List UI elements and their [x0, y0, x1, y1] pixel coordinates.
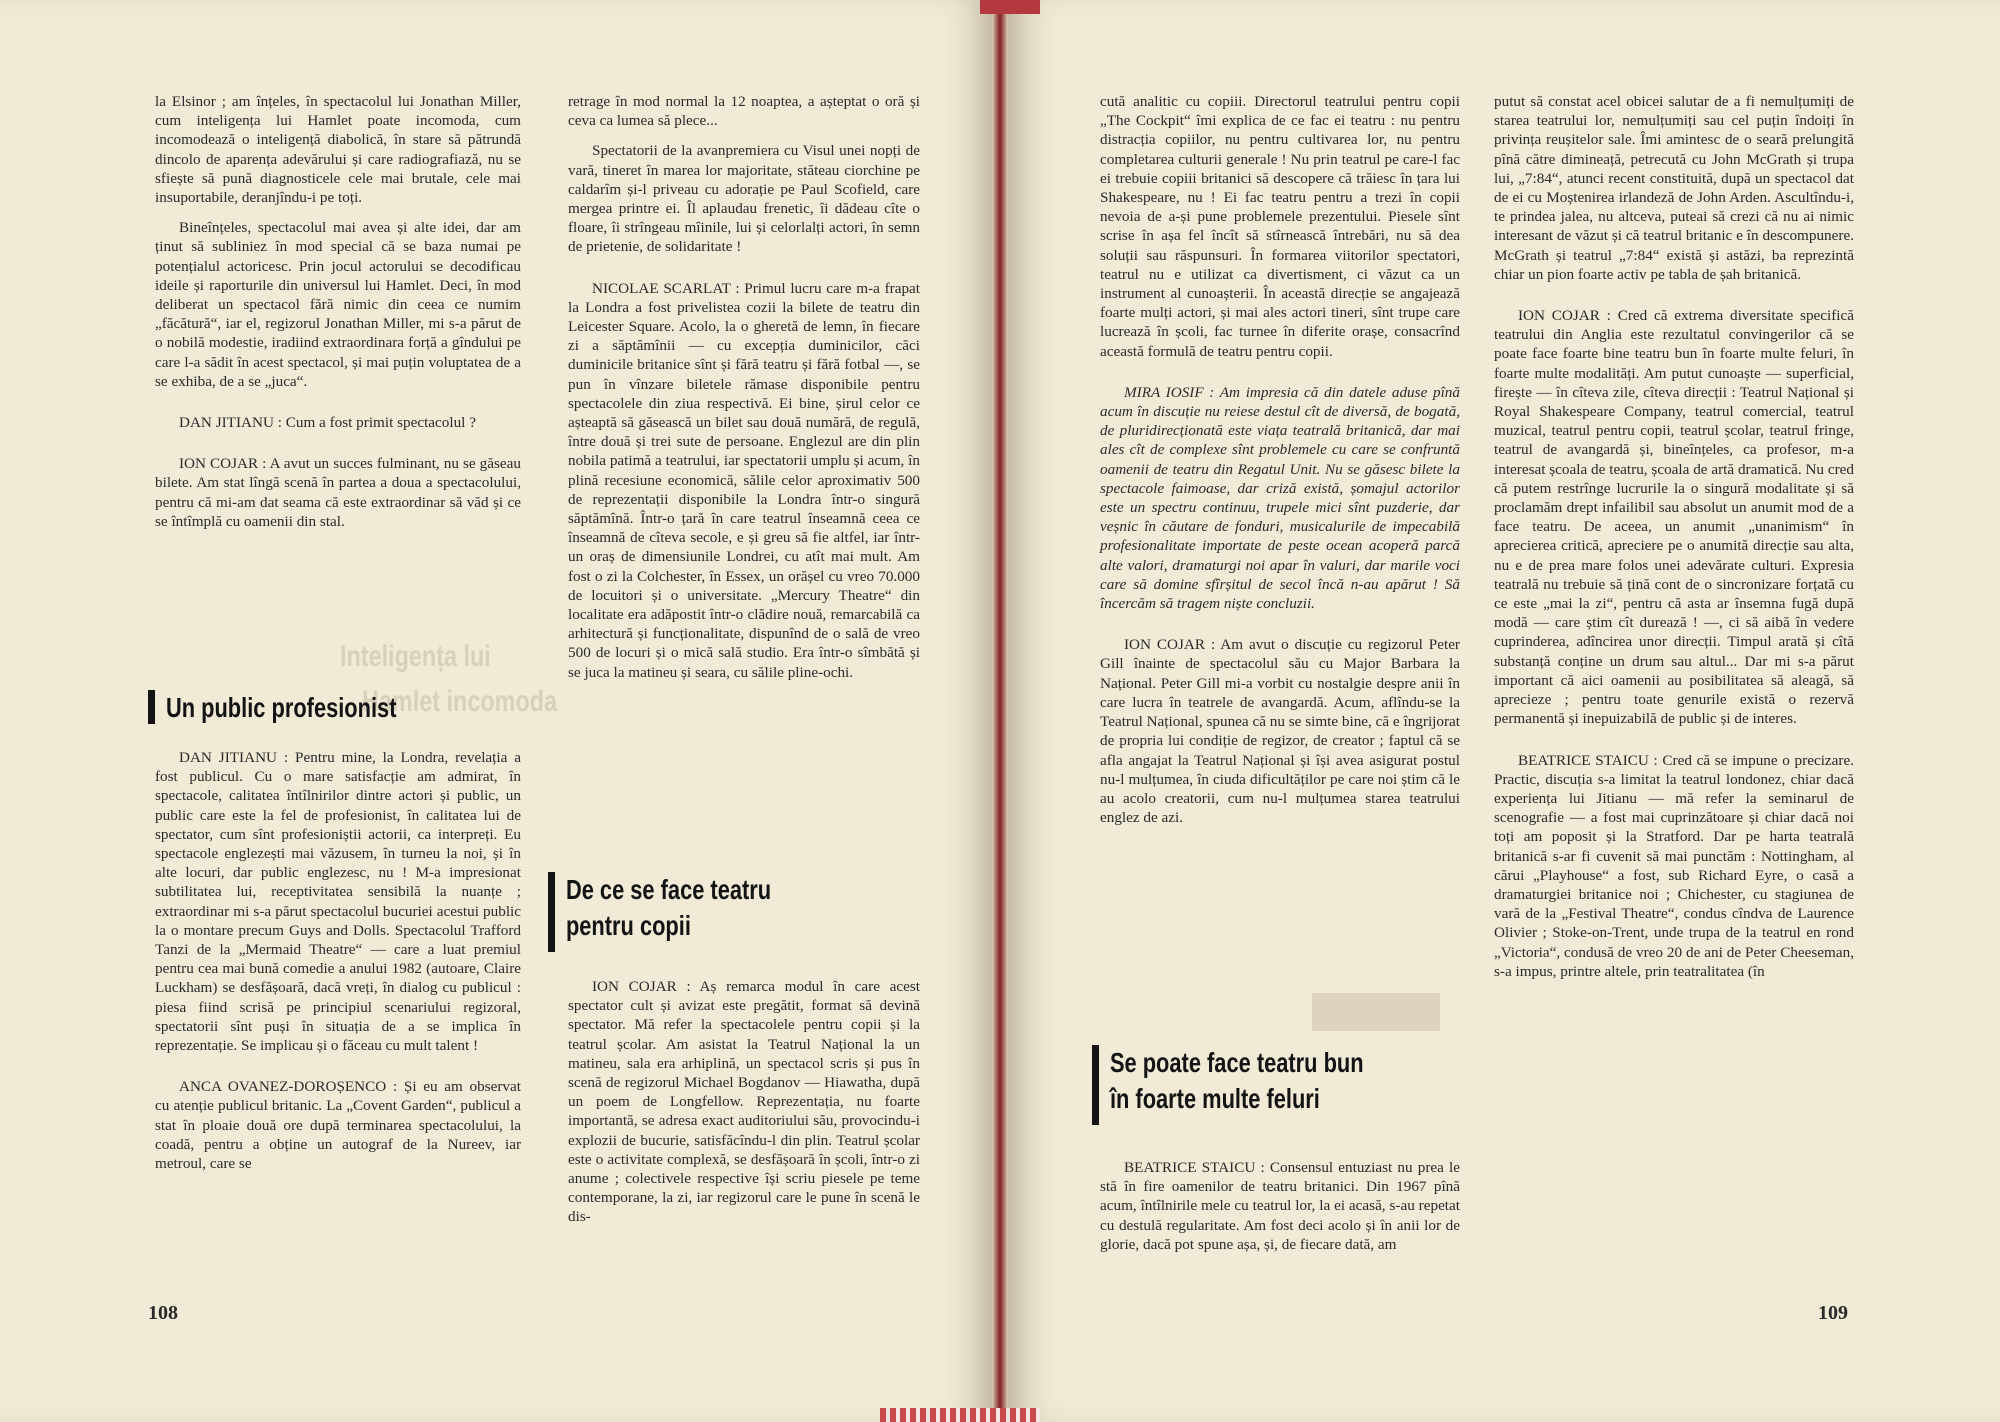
book-spine [992, 0, 1008, 1422]
paragraph: DAN JITIANU : Cum a fost primit spectacolul ? [179, 414, 476, 432]
page-number: 109 [1818, 1302, 1848, 1324]
paragraph: DAN JITIANU : Pentru mine, la Londra, revelația a fost publicul. Cu o mare satisfacție am admirat, în spectacole, calitatea întîlnirilor dintre actori și public, un public care este la fel de profesionist, în calitatea lui de spectator, cum sînt profesioniștii actorii, ca interpreți. Eu spectacole englezești mai văzusem, în turneu la noi, și în alte locuri, dar public englezesc, nu ! M-a impresionat subtilitatea lui, receptivitatea sensibilă la nuanțe ; extraordinar mi s-a părut spectacolul bucuriei acestui public la o montare precum Guys and Dolls. Spectacolul Trafford Tanzi de la „Mermaid Theatre“ — care a luat premiul pentru cea mai bună comedie a anului 1982 (autoare, Claire Luckham) se desfășoară, dacă vreți, în dialog cu publicul : piesa fiind scrisă pe principiul scenariului regizoral, spectatorii sînt puși în situația de a se implica în reprezentație. Se implicau și o făceau cu mult talent ! [155, 749, 521, 1055]
section-heading [1092, 1045, 1364, 1125]
show-through-text: Inteligența lui [340, 640, 491, 673]
paragraph: Spectatorii de la avanpremiera cu Visul unei nopți de vară, tineret în marea lor majoritate, stăteau ciorchine pe caldarîm și-l priveau cu adorație pe Paul Scofield, care mergea printre ei. Îl aplaudau frenetic, îi dădeau cîte o floare, îi strîngeau mîinile, lui și celorlalți actori, în semn de prietenie, de solidaritate ! [568, 142, 920, 256]
show-through-text: Hamlet incomoda [362, 685, 558, 718]
right-column-1-top [1100, 92, 1460, 838]
paragraph: MIRA IOSIF : Am impresia că din datele aduse pînă acum în discuție nu reiese destul cît de diversă, de bogată, de pluridirecționată este viața teatrală britanică, dar mai ales cît de complexe sînt problemele cu care se confruntă oamenii de teatru din Regatul Unit. Nu se găsesc bilete la spectacole faimoase, dar criză există, șomajul actorilor este un spectru continuu, trupele mici sînt puzderie, dar veșnic în căutare de fonduri, musicalurile de impecabilă profesionalitate importate de peste ocean acoperă parcă alte valori, dramaturgi noi apar în valuri, dar marile voci care să domine sfîrșitul de secol încă n-au apărut ! Să încercăm să tragem niște concluzii. [1100, 383, 1460, 613]
left-column-1-top [155, 92, 521, 542]
section-heading [548, 872, 771, 952]
left-column-2-bottom [568, 977, 920, 1238]
spine-binding-top [980, 0, 1040, 14]
paragraph: cută analitic cu copiii. Directorul teatrului pentru copii „The Cockpit“ îmi explica de ce fac ei teatru : nu pentru distracția copiilor, nu pentru cultivarea lor, nu pentru completarea culturii generale ! Nu prin teatrul pe care-l fac ei trebuie copiii britanici să descopere că trăiesc în țara lui Shakespeare, nu ! Ei fac teatru pentru a trezi în copii nevoia de a-și pune problemele prezentului. Piesele sînt scrise în așa fel încît să stîrnească întrebări, nu să dea soluții sau răspunsuri. În formarea viitorilor spectatori, teatrul nu e utilizat ca divertisment, ci văzut ca un instrument al cunoașterii. În această direcție se angajează foarte mulți actori, și mai ales actori tineri, sînt trupe care lucrează în școli, fac turnee în diferite orașe, consacrînd această formulă de teatru pentru copii. [1100, 93, 1460, 360]
right-column-1-bottom [1100, 1158, 1460, 1265]
right-page [1000, 0, 2000, 1422]
heading-line: pentru copii [565, 910, 691, 941]
heading-text: Un public profesionist [165, 692, 397, 723]
paragraph: BEATRICE STAICU : Cred că se impune o precizare. Practic, discuția s-a limitat la teatrul londonez, chiar dacă experiența lui Jitianu — mă refer la seminarul de scenografie — a fost mai cuprinzătoare și chiar dacă noi toți am poposit și la Stratford. Dar pe harta teatrală britanică s-ar fi cuvenit să mai punctăm : Nottingham, al cărui „Playhouse“ a fost, sub Richard Eyre, o casă a dramaturgiei britanice noi ; Chichester, cu stagiunea de vară de la „Festival Theatre“, condus cîndva de Laurence Olivier ; Stoke-on-Trent, unde trupa de la teatrul en rond „Victoria“, condusă de vreo 20 de ani de Peter Cheeseman, s-a impus, printre altele, prin teatralitatea (în [1494, 751, 1854, 980]
paragraph: ANCA OVANEZ-DOROȘENCO : Și eu am observat cu atenție publicul britanic. La „Covent Garden“, publicul a stat în ploaie două ore după terminarea spectacolului, la coadă, pentru a obține un autograf de la Nureev, iar metroul, care se [155, 1078, 521, 1173]
page-number: 108 [148, 1302, 178, 1324]
heading-bar [1092, 1045, 1099, 1125]
paragraph: BEATRICE STAICU : Consensul entuziast nu prea le stă în fire oamenilor de teatru britanici. Din 1967 pînă acum, întîlnirile mele cu teatrul lor, la ei acasă, s-au repetat cu destulă regularitate. Am fost deci acolo și în anii lor de glorie, dacă pot spune așa, și, de fiecare dată, am [1100, 1159, 1460, 1253]
paragraph: la Elsinor ; am înțeles, în spectacolul lui Jonathan Miller, cum inteligența lui Hamlet poate incomoda, cum incomodează o inteligență diabolică, în stare să pătrundă dincolo de aparența adevărului și care radiografiază, nu se sfiește să pună diagnosticele cele mai brutale, cele mai insuportabile, deranjîndu-i pe toți. [155, 93, 521, 207]
heading-line: Se poate face teatru bun [1109, 1047, 1364, 1078]
heading-line: în foarte multe feluri [1109, 1083, 1320, 1114]
right-column-2 [1494, 92, 1854, 992]
heading-line: De ce se face teatru [565, 874, 772, 905]
spine-binding-bottom [880, 1408, 1040, 1422]
paragraph: retrage în mod normal la 12 noaptea, a așteptat o oră și ceva ca lumea să plece... [568, 93, 920, 130]
paragraph: ION COJAR : Am avut o discuție cu regizorul Peter Gill înainte de spectacolul său cu Major Barbara la Național. Peter Gill mi-a vorbit cu nostalgie despre anii în care lucra în teatrele de avangardă. Acum, aflîndu-se la Teatrul Național, spunea că nu se simte bine, că e îngrijorat de propria lui condiție de regizor, de creator ; faptul că se afla angajat la Teatrul Național și își avea asigurat postul nu-l mulțumea, în ciuda dificultăților pe care noi știm că le au acolo creatorii, cum nu-l mulțumea starea teatrului englez de azi. [1100, 636, 1460, 827]
paragraph: ION COJAR : Aș remarca modul în care acest spectator cult și avizat este pregătit, format să devină spectator. Mă refer la spectacolele pentru copii și la teatrul școlar. Am asistat la Teatrul Național la un matineu, sala era arhiplină, un spectacol scris și pus în scenă de regizorul Michael Bogdanov — Hiawatha, după un poem de Longfellow. Reprezentația, nu foarte importantă, se adresa exact auditoriului său, provocindu-i explozii de bucurie, satisfăcîndu-l din plin. Teatrul școlar este o activitate complexă, se desfășoară în școli, într-o zi anume ; colectivele respective își scriu piesele pe teme contemporane, la zi, iar regizorul care le pune în scenă le dis- [568, 978, 920, 1226]
section-heading [148, 690, 396, 726]
paragraph: putut să constat acel obicei salutar de a fi nemulțumiți de starea teatrului lor, nemulțumiți sau cel puțin îndoiți în privința reușitelor sale. Îmi amintesc de o seară prelungită pînă către dimineață, petrecută cu John McGrath și trupa lui, „7:84“, atunci recent constituită, după un spectacol dat de ei cu Moștenirea irlandeză de John Arden. Ascultîndu-i, te prindea jalea, nu altceva, puteai să crezi că nu ai nimic interesant de văzut și că teatrul britanic e în descompunere. McGrath și teatrul „7:84“ există și astăzi, ba reprezintă chiar un pion foarte activ pe tabla de șah britanică. [1494, 93, 1854, 283]
paragraph: Bineînțeles, spectacolul mai avea și alte idei, dar am ținut să subliniez în mod special că se baza numai pe potențialul actoricesc. Prin jocul actorului se decodificau ideile și raporturile din universul lui Hamlet. Deci, în mod deliberat un spectacol fără nimic din ceea ce numim „făcătură“, iar el, regizorul Jonathan Miller, mi s-a părut de o nobilă modestie, iradiind extraordinara forță a gîndului pe care l-a sădit în acest spectacol, și mai puțin voluptatea de a se exhiba, de a se „juca“. [155, 219, 521, 390]
paragraph: ION COJAR : Cred că extrema diversitate specifică teatrului din Anglia este rezultatul convingerilor că se poate face foarte bine teatru bun în foarte multe feluri, în foarte multe modalități. Am putut cunoaște — superficial, firește — în cîteva zile, cîteva direcții : Teatrul Național și Royal Shakespeare Company, teatrul comercial, teatrul muzical, teatrul pentru copii, teatrul școlar, teatrul fringe, teatrul de avangardă și, bineînțeles, ca profesor, m-a interesat școala de teatru, școala de artă dramatică. Nu cred că putem restrînge lucrurile la o singură modalitate și să proclamăm drept infailibil sau absolut un anumit mod de a face teatru. De aceea, un anumit „unanimism“ în aprecierea critică, apreciere pe o anumită direcție sau alta, nu e de prea mare folos unei adevărate culturi. Expresia teatrală nu trebuie să țină cont de o sincronizare forțată cu ce este „mai la zi“, pentru că asta ar însemna fugă după modă — care știm cît durează ! —, ci să aibă în vedere cuprinderea, adîncirea unor direcții. Timpul arată și cîtă substanță conține un drum sau altul... Dar mi s-a părut important că aici oamenii au posibilitatea să aleagă, să aprecieze ; pentru toate genurile există o rezervă permanentă și inepuizabilă de public și de interes. [1494, 307, 1854, 728]
show-through-block [1312, 993, 1440, 1031]
paragraph: ION COJAR : A avut un succes fulminant, nu se găseau bilete. Am stat lîngă scenă în partea a doua a spectacolului, pentru că mi-am dat seama că este extraordinar să văd și ce se întîmplă cu oamenii din stal. [155, 455, 521, 530]
left-column-1-bottom [155, 748, 521, 1184]
left-column-2-top [568, 92, 920, 693]
heading-bar [548, 872, 555, 952]
heading-bar [148, 690, 155, 724]
paragraph: NICOLAE SCARLAT : Primul lucru care m-a frapat la Londra a fost privelistea cozii la bilete de teatru din Leicester Square. Acolo, la o gheretă de lemn, în fiecare zi a săptămînii — cu excepția duminicilor, căci duminicile britanice sînt și fără teatru și fără fotbal —, se pun în vînzare biletele rămase disponibile pentru spectacolele din ziua respectivă. Ei bine, șirul celor ce așteaptă să găsească un bilet sau două numără, de regulă, între două și trei sute de persoane. Englezul are din plin nobila patimă a teatrului, iar spectatorii umplu și acum, în plină recesiune economică, sălile celor aproximativ 500 de reprezentații disponibile la Londra într-o singură săptămînă. Într-o țară în care teatrul înseamnă ceea ce înseamnă de cîteva secole, e și greu să fie altfel, iar într-un oraș de dimensiunile Londrei, cu atît mai mult. Am fost o zi la Colchester, în Essex, un orășel cu vreo 70.000 de locuitori și o universitate. „Mercury Theatre“ din localitate era adăpostit într-o clădire nouă, remarcabilă ca arhitectură și funcționalitate, dispunînd de o sală de vreo 500 de locuri și o mică sală studio. Era într-o sîmbătă și se juca la matineu și seara, cu sălile pline-ochi. [568, 279, 920, 681]
